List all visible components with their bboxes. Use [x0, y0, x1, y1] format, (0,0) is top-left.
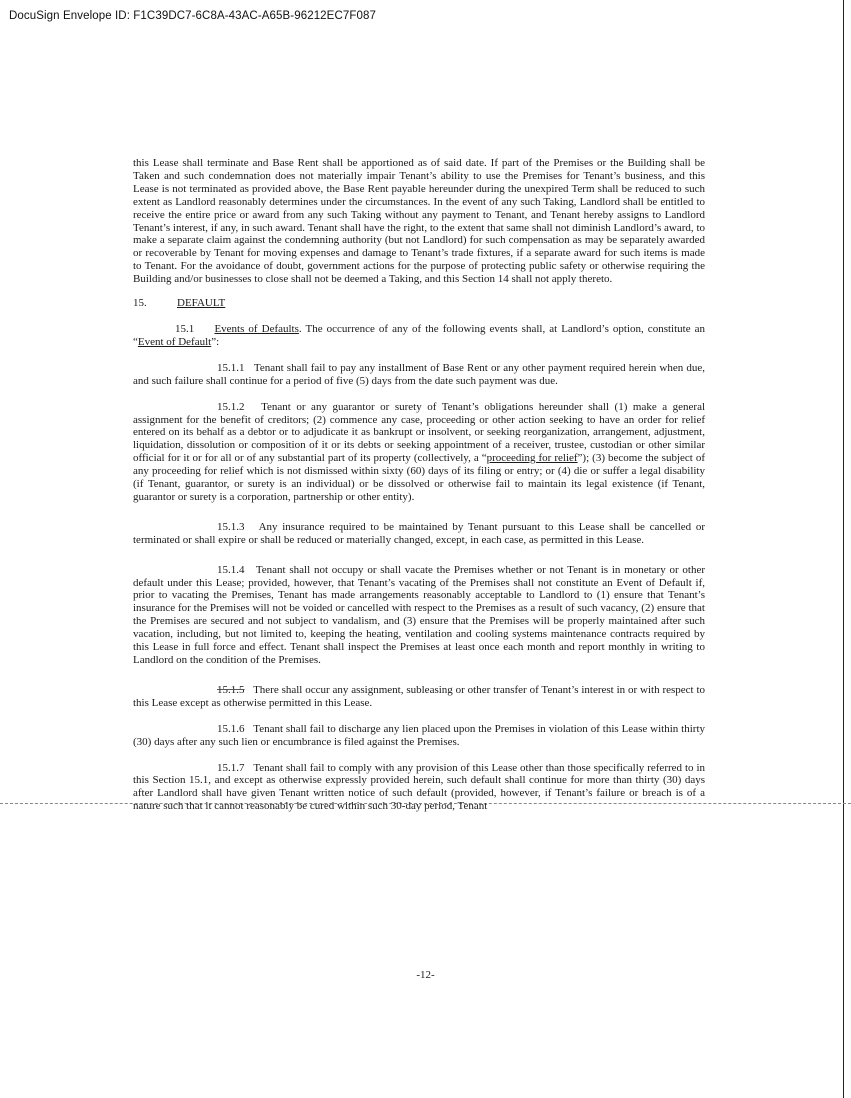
- clause-text: . The occurrence of any of the following events shall, at Landlord’s option, constitute an “: [133, 322, 705, 348]
- defined-term: proceeding for relief: [486, 452, 578, 465]
- section-15-1: [133, 323, 705, 349]
- clause-number: 15.1.5: [217, 683, 245, 696]
- clause-number: 15.1.3: [217, 520, 245, 533]
- section-15-1-1: [133, 362, 705, 388]
- section-15-1-7: [133, 762, 705, 814]
- clause-number: 15.1.6: [217, 722, 245, 735]
- section-15-1-4: [133, 564, 705, 667]
- page-number: -12-: [416, 969, 435, 981]
- clause-text: ”); (3) become the subject of any proceeding for relief which is not dismissed within sixty (60) days of its filing or entry; or (4) die or suffer a legal disability (if Tenant, guarantor, or surety is an individual) or be dissolved or otherwise fail to maintain its legal existence (if Tenant, guarantor or surety is a corporation, partnership or other entity).: [133, 452, 705, 503]
- clause-text: ”:: [211, 335, 220, 348]
- clause-number: 15.1.7: [217, 761, 245, 774]
- clause-text: Tenant shall fail to pay any installment of Base Rent or any other payment required herein when due, and such failure shall continue for a period of five (5) days from the date such payment was due.: [133, 361, 706, 387]
- clause-number: 15.1.4: [217, 563, 245, 576]
- section-15-1-6: [133, 723, 705, 749]
- clause-text: Tenant shall fail to comply with any provision of this Lease other than those specifically referred to in this Section 15.1, and except as otherwise expressly provided herein, such default shall continue for more than thirty (30) days after Landlord shall have given Tenant written notice of such default (provided, however, if Tenant’s failure or breach is of a nature such that it cannot reasonably be cured within such 30-day period, Tenant: [133, 761, 706, 813]
- defined-term: Event of Default: [137, 335, 212, 348]
- docusign-envelope-id: DocuSign Envelope ID: F1C39DC7-6C8A-43AC-A65B-96212EC7F087: [9, 10, 376, 22]
- section-number: 15.: [133, 297, 147, 310]
- document-page: [133, 157, 705, 813]
- clause-text: Tenant or any guarantor or surety of Tenant’s obligations hereunder shall (1) make a general assignment for the benefit of creditors; (2) commence any case, proceeding or other action seeking to have an order for relief entered on its behalf as a debtor or to adjudicate it as bankrupt or insolvent, or seeking reorganization, arrangement, adjustment, liquidation, dissolution or composition of it or its debts or seeking appointment of a receiver, trustee, custodian or other similar official for it or for all or of any substantial part of its property (collectively, a “: [133, 400, 706, 465]
- section-15-1-2: [133, 401, 705, 504]
- clause-number: 15.1: [175, 322, 195, 335]
- clause-text: Any insurance required to be maintained by Tenant pursuant to this Lease shall be cancelled or terminated or shall expire or shall be reduced or materially changed, except, in each case, as permitted in this Lease.: [133, 520, 705, 546]
- intro-paragraph: this Lease shall terminate and Base Rent shall be apportioned as of said date. If part of the Premises or the Building shall be Taken and such condemnation does not materially impair Tenant’s ability to use the Premises for Tenant’s business, and this Lease is not terminated as provided above, the Base Rent payable hereunder during the unexpired Term shall be reduced to such extent as Landlord reasonably determines under the circumstances. In the event of any such Taking, Landlord shall be entitled to receive the entire price or award from any such Taking without any payment to Tenant, and Tenant hereby assigns to Landlord Tenant’s interest, if any, in such award. Tenant shall have the right, to the extent that same shall not diminish Landlord’s award, to make a separate claim against the condemning authority (but not Landlord) for such compensation as may be separately awarded or recoverable by Tenant for moving expenses and damage to Tenant’s trade fixtures, if a separate award for such items is made to Tenant. For the avoidance of doubt, government actions for the purpose of protecting public safety or otherwise requiring the Building and/or businesses to close shall not be deemed a Taking, and this Section 14 shall not apply thereto.: [133, 157, 705, 286]
- clause-text: There shall occur any assignment, subleasing or other transfer of Tenant’s interest in or with respect to this Lease except as otherwise permitted in this Lease.: [133, 683, 706, 709]
- section-heading: [133, 297, 705, 310]
- clause-number: 15.1.1: [217, 361, 245, 374]
- section-title: DEFAULT: [177, 297, 226, 310]
- clause-number: 15.1.2: [217, 400, 245, 413]
- clause-text: Tenant shall not occupy or shall vacate the Premises whether or not Tenant is in monetary or other default under this Lease; provided, however, that Tenant’s vacating of the Premises shall not constitute an Event of Default if, prior to vacating the Premises, Tenant has made arrangements reasonably acceptable to Landlord to (1) ensure that Tenant’s insurance for the Premises will not be voided or cancelled with respect to the Premises as a result of such vacancy, (2) ensure that the Premises are secured and not subject to vandalism, and (3) ensure that the Premises will be properly maintained after such vacation, including, but not limited to, keeping the heating, ventilation and cooling systems maintenance contracts required by this Lease in full force and effect. Tenant shall inspect the Premises at least once each month and report monthly in writing to Landlord on the condition of the Premises.: [133, 563, 706, 666]
- clause-title: Events of Defaults: [214, 322, 299, 335]
- scan-edge-line: [843, 0, 844, 1098]
- section-15-1-5: [133, 684, 705, 710]
- clause-text: Tenant shall fail to discharge any lien placed upon the Premises in violation of this Lease within thirty (30) days after any such lien or encumbrance is filed against the Premises.: [133, 722, 706, 748]
- section-15-1-3: [133, 521, 705, 547]
